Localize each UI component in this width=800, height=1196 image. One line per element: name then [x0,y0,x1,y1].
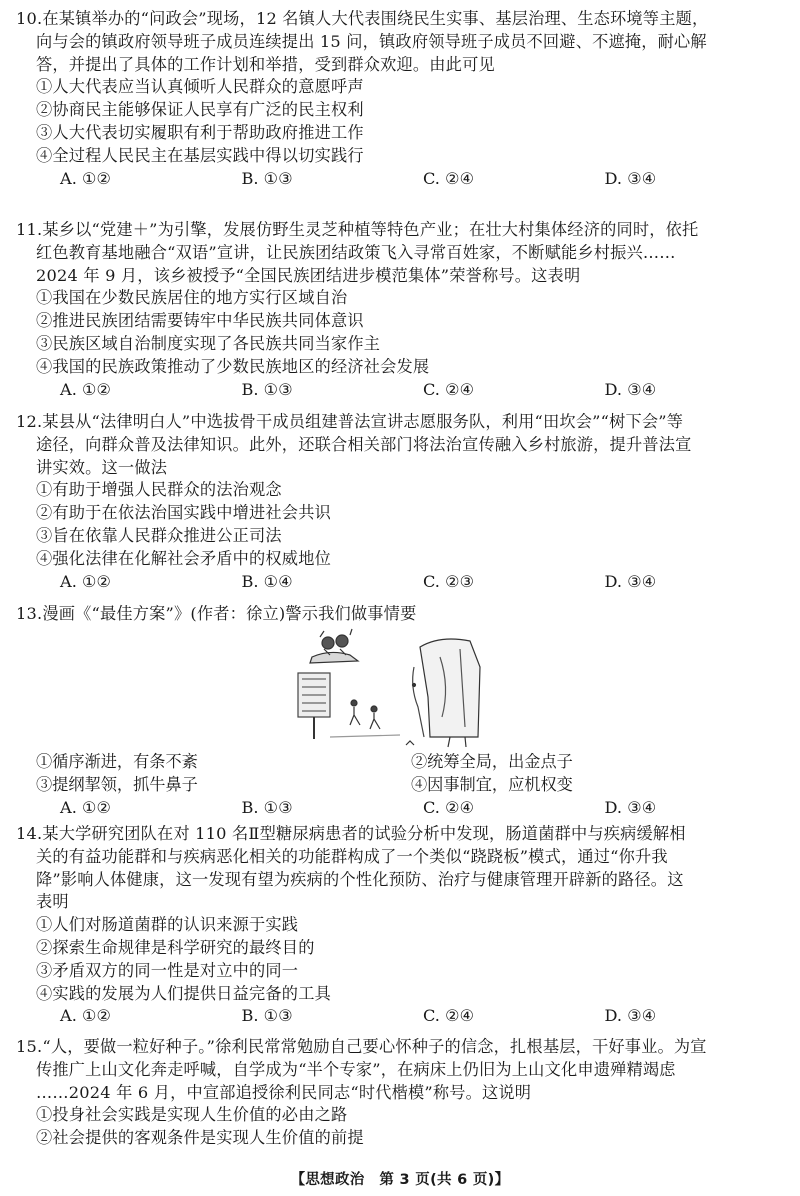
question-15 [16,1036,786,1150]
q13-statement-4: ④因事制宜，应机权变 [411,774,573,794]
question-13-body [16,751,786,819]
q14-statement-3: ③矛盾双方的同一性是对立中的同一 [36,960,299,980]
question-11 [16,219,786,401]
question-12 [16,411,786,593]
q10-option-a[interactable]: A. ①② [60,168,112,188]
q11-stem-line-3: 2024 年 9 月，该乡被授予“全国民族团结进步模范集体”荣誉称号。这表明 [36,265,581,285]
q11-statement-2: ②推进民族团结需要铸牢中华民族共同体意识 [36,311,364,331]
q13-option-a[interactable]: A. ①② [60,797,112,817]
q10-option-d[interactable]: D. ③④ [604,168,657,188]
q14-stem-line-3: 降”影响人体健康，这一发现有望为疾病的个性化预防、治疗与健康管理开辟新的路径。这 [36,869,684,889]
q10-statement-3: ③人大代表切实履职有利于帮助政府推进工作 [36,122,364,142]
q13-statement-3: ③提纲挈领，抓牛鼻子 [36,774,198,794]
q13-stem-line-1: 13.漫画《“最佳方案”》(作者：徐立)警示我们做事情要 [16,604,417,623]
q10-stem-line-3: 答，并提出了具体的工作计划和举措，受到群众欢迎。由此可见 [36,54,495,74]
q10-option-b[interactable]: B. ①③ [241,168,293,188]
q15-stem-line-3: ……2024 年 6 月，中宣部追授徐利民同志“时代楷模”称号。这说明 [36,1082,532,1102]
q14-option-d[interactable]: D. ③④ [604,1006,657,1026]
q14-stem-line-1: 14.某大学研究团队在对 110 名Ⅱ型糖尿病患者的试验分析中发现，肠道菌群中与疾病缓解相 [16,824,686,843]
page-footer: 【思想政治 第 3 页(共 6 页)】 [290,1172,510,1188]
q12-option-b[interactable]: B. ①④ [241,571,293,591]
q12-option-c[interactable]: C. ②③ [423,571,475,591]
q11-options [16,379,786,402]
q14-statement-4: ④实践的发展为人们提供日益完备的工具 [36,983,331,1003]
question-13 [16,603,786,626]
q10-statement-1: ①人大代表应当认真倾听人民群众的意愿呼声 [36,77,364,97]
q11-stem-line-1: 11.某乡以“党建＋”为引擎，发展仿野生灵芝种植等特色产业；在壮大村集体经济的同时，依托 [16,220,699,239]
q14-stem-line-2: 关的有益功能群和与疾病恶化相关的功能群构成了一个类似“跷跷板”模式，通过“你升我 [36,846,668,866]
q14-option-c[interactable]: C. ②④ [423,1006,475,1026]
q13-option-b[interactable]: B. ①③ [241,797,293,817]
q15-statement-1: ①投身社会实践是实现人生价值的必由之路 [36,1105,348,1125]
q10-options [16,168,786,191]
q10-statement-4: ④全过程人民民主在基层实践中得以切实践行 [36,145,364,165]
q11-statement-4: ④我国的民族政策推动了少数民族地区的经济社会发展 [36,356,430,376]
q12-statement-1: ①有助于增强人民群众的法治观念 [36,480,282,500]
q12-statement-3: ③旨在依靠人民群众推进公正司法 [36,525,282,545]
q14-statement-2: ②探索生命规律是科学研究的最终目的 [36,937,315,957]
q12-statement-2: ②有助于在依法治国实践中增进社会共识 [36,503,331,523]
q11-option-b[interactable]: B. ①③ [241,379,293,399]
q13-statements-row-2 [16,774,786,797]
q13-option-d[interactable]: D. ③④ [604,797,657,817]
q13-option-c[interactable]: C. ②④ [423,797,475,817]
q14-option-a[interactable]: A. ①② [60,1006,112,1026]
q14-statement-1: ①人们对肠道菌群的认识来源于实践 [36,915,299,935]
q12-option-a[interactable]: A. ①② [60,571,112,591]
q10-stem-line-2: 向与会的镇政府领导班子成员连续提出 15 问，镇政府领导班子成员不回避、不遮掩，耐心解 [36,31,707,51]
cartoon-figures-icon [298,629,480,747]
q14-options [16,1005,786,1028]
q10-stem-line-1: 10.在某镇举办的“问政会”现场，12 名镇人大代表围绕民生实事、基层治理、生态环境等主题， [16,9,709,28]
q14-stem-line-4: 表明 [36,892,69,912]
q12-stem-line-1: 12.某县从“法律明白人”中选拔骨干成员组建普法宣讲志愿服务队，利用“田坎会”“树下会”等 [16,412,684,431]
q13-statement-1: ①循序渐进，有条不紊 [36,752,198,771]
q15-stem-line-2: 传推广上山文化奔走呼喊，自学成为“半个专家”，在病床上仍旧为上山文化申遗殚精竭虑 [36,1059,676,1079]
q12-options [16,571,786,594]
q12-stem-line-2: 途径，向群众普及法律知识。此外，还联合相关部门将法治宣传融入乡村旅游，提升普法宣 [36,434,692,454]
question-10 [16,8,786,190]
q11-option-a[interactable]: A. ①② [60,379,112,399]
q12-option-d[interactable]: D. ③④ [604,571,657,591]
q13-options [16,797,786,820]
q15-statement-2: ②社会提供的客观条件是实现人生价值的前提 [36,1128,364,1148]
cartoon-best-plan [290,627,488,751]
q12-statement-4: ④强化法律在化解社会矛盾中的权威地位 [36,548,331,568]
q11-statement-1: ①我国在少数民族居住的地方实行区域自治 [36,288,348,308]
q13-statements-row-1 [16,751,786,774]
q11-option-d[interactable]: D. ③④ [604,379,657,399]
q13-statement-2: ②统筹全局，出金点子 [411,752,573,771]
question-14 [16,823,786,1028]
q14-option-b[interactable]: B. ①③ [241,1006,293,1026]
q10-option-c[interactable]: C. ②④ [423,168,475,188]
q10-statement-2: ②协商民主能够保证人民享有广泛的民主权利 [36,100,364,120]
q11-stem-line-2: 红色教育基地融合“双语”宣讲，让民族团结政策飞入寻常百姓家，不断赋能乡村振兴…… [36,242,676,262]
q12-stem-line-3: 讲实效。这一做法 [36,457,168,477]
q11-option-c[interactable]: C. ②④ [423,379,475,399]
q11-statement-3: ③民族区域自治制度实现了各民族共同当家作主 [36,333,381,353]
q15-stem-line-1: 15.“人，要做一粒好种子。”徐利民常常勉励自己要心怀种子的信念，扎根基层，干好事业。为宣 [16,1037,707,1056]
